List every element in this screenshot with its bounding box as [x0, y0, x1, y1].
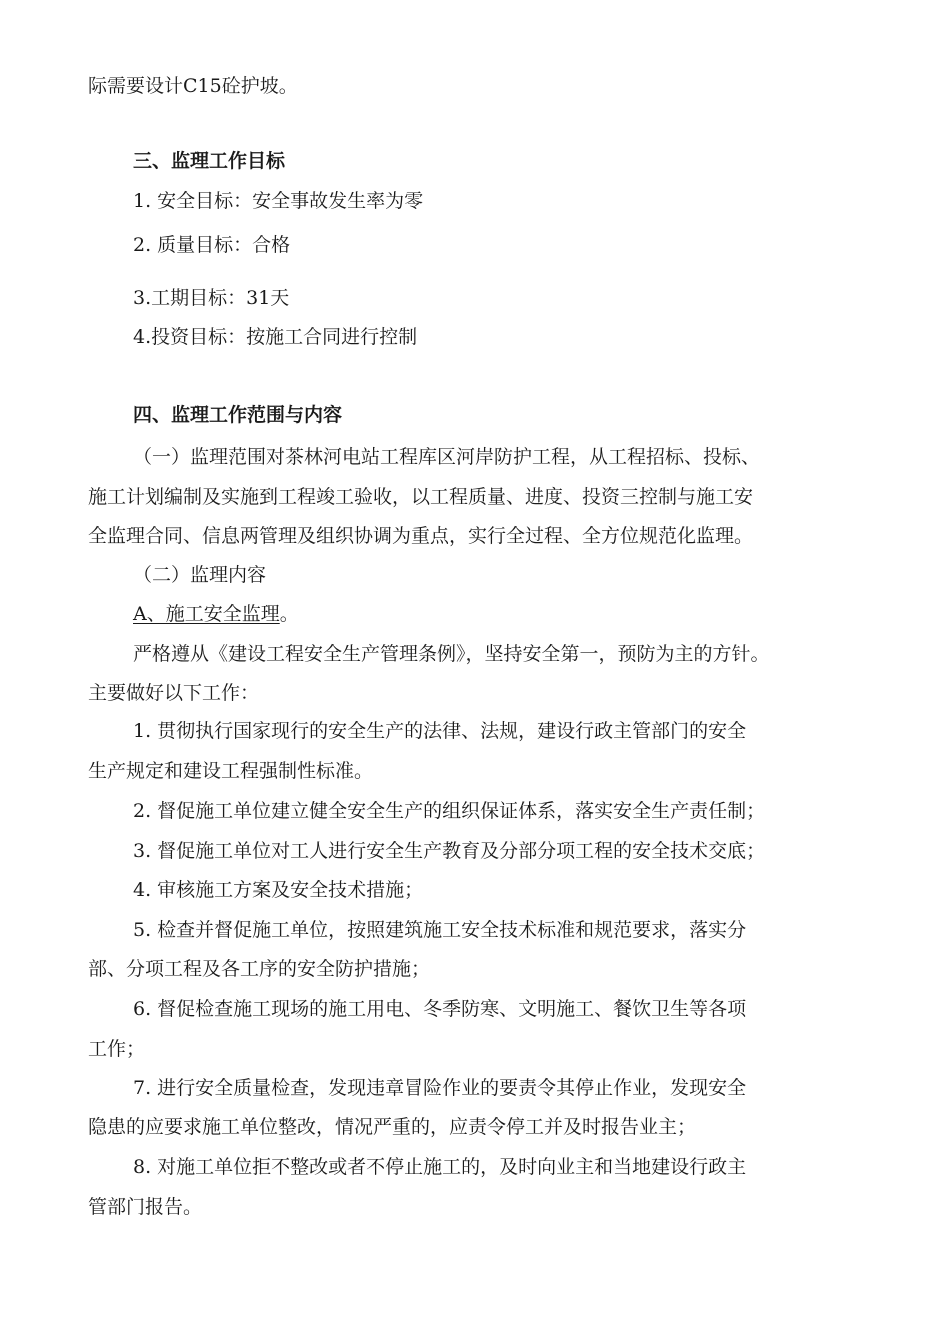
item-2: 2. 督促施工单位建立健全安全生产的组织保证体系，落实安全生产责任制； [133, 800, 766, 822]
item-7-line-1: 7. 进行安全质量检查，发现违章冒险作业的要责令其停止作业，发现安全 [133, 1077, 747, 1099]
policy-line-1: 严格遵从《建设工程安全生产管理条例》，坚持安全第一，预防为主的方针。 [133, 643, 770, 665]
item-8-line-1: 8. 对施工单位拒不整改或者不停止施工的，及时向业主和当地建设行政主 [133, 1156, 747, 1178]
goal-investment: 4.投资目标：按施工合同进行控制 [133, 326, 418, 348]
sub-a-period: 。 [279, 603, 299, 625]
section-3-heading: 三、监理工作目标 [133, 150, 286, 172]
content-heading: （二）监理内容 [133, 564, 267, 586]
item-1-line-2: 生产规定和建设工程强制性标准。 [88, 760, 374, 782]
sub-a-link[interactable]: A、施工安全监理 [133, 603, 280, 625]
scope-line-2: 施工计划编制及实施到工程竣工验收，以工程质量、进度、投资三控制与施工安 [88, 486, 754, 508]
goal-safety: 1. 安全目标：安全事故发生率为零 [133, 190, 424, 212]
policy-line-2: 主要做好以下工作： [88, 682, 260, 704]
item-6-line-1: 6. 督促检查施工现场的施工用电、冬季防寒、文明施工、餐饮卫生等各项 [133, 998, 747, 1020]
sub-a-heading [133, 600, 299, 628]
item-1-line-1: 1. 贯彻执行国家现行的安全生产的法律、法规，建设行政主管部门的安全 [133, 720, 747, 742]
scope-line-1: （一）监理范围对茶林河电站工程库区河岸防护工程，从工程招标、投标、 [133, 446, 761, 468]
item-6-line-2: 工作； [88, 1038, 146, 1060]
item-5-line-2: 部、分项工程及各工序的安全防护措施； [88, 958, 431, 980]
section-4-heading: 四、监理工作范围与内容 [133, 404, 343, 426]
scope-line-3: 全监理合同、信息两管理及组织协调为重点，实行全过程、全方位规范化监理。 [88, 525, 754, 547]
item-5-line-1: 5. 检查并督促施工单位，按照建筑施工安全技术标准和规范要求，落实分 [133, 919, 747, 941]
item-3: 3. 督促施工单位对工人进行安全生产教育及分部分项工程的安全技术交底； [133, 840, 766, 862]
item-8-line-2: 管部门报告。 [88, 1196, 203, 1218]
item-7-line-2: 隐患的应要求施工单位整改，情况严重的，应责令停工并及时报告业主； [88, 1116, 697, 1138]
item-4: 4. 审核施工方案及安全技术措施； [133, 879, 424, 901]
goal-quality: 2. 质量目标：合格 [133, 234, 291, 256]
intro-line: 际需要设计C15砼护坡。 [88, 75, 298, 97]
goal-schedule: 3.工期目标：31天 [133, 287, 290, 309]
